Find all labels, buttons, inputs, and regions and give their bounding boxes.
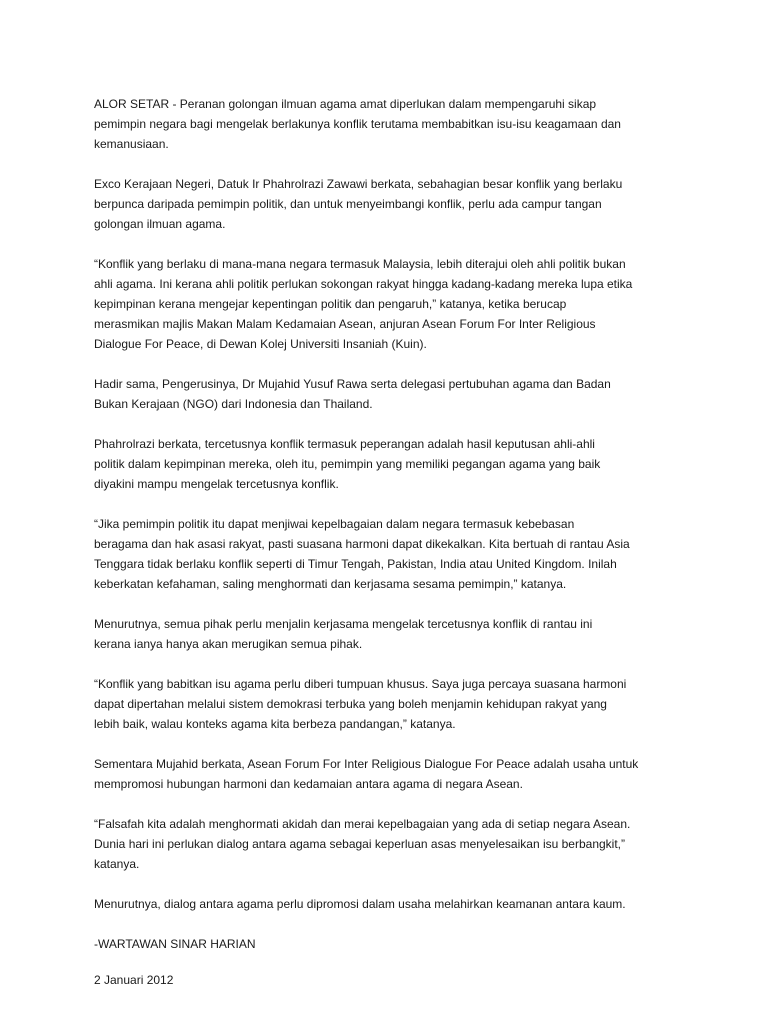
article-paragraph: “Konflik yang babitkan isu agama perlu diberi tumpuan khusus. Saya juga percaya suasana harmoni dapat dipertahan melalui sistem demokrasi terbuka yang boleh menjamin kehidupan rakyat yang lebih baik, walau konteks agama kita berbeza pandangan,” katanya. [94,677,627,731]
article-paragraph: Hadir sama, Pengerusinya, Dr Mujahid Yusuf Rawa serta delegasi pertubuhan agama dan Badan Bukan Kerajaan (NGO) dari Indonesia dan Thailand. [94,377,611,411]
article-paragraph: ALOR SETAR - Peranan golongan ilmuan agama amat diperlukan dalam mempengaruhi sikap pemimpin negara bagi mengelak berlakunya konflik terutama membabitkan isu-isu keagamaan dan kemanusiaan. [94,97,621,151]
article-paragraph: Sementara Mujahid berkata, Asean Forum For Inter Religious Dialogue For Peace adalah usaha untuk mempromosi hubungan harmoni dan kedamaian antara agama di negara Asean. [94,757,639,791]
article-paragraph: Menurutnya, semua pihak perlu menjalin kerjasama mengelak tercetusnya konflik di rantau ini kerana ianya hanya akan merugikan semua pihak. [94,617,593,651]
article-paragraph: “Falsafah kita adalah menghormati akidah dan merai kepelbagaian yang ada di setiap negara Asean. Dunia hari ini perlukan dialog antara agama sebagai keperluan asas menyelesaikan isu berbangkit,” katanya. [94,817,631,871]
article-date: 2 Januari 2012 [94,973,174,987]
article-body [94,94,674,990]
article-paragraph: Exco Kerajaan Negeri, Datuk Ir Phahrolrazi Zawawi berkata, sebahagian besar konflik yang berlaku berpunca daripada pemimpin politik, dan untuk menyeimbangi konflik, perlu ada campur tangan golongan ilmuan agama. [94,177,623,231]
article-paragraph: “Jika pemimpin politik itu dapat menjiwai kepelbagaian dalam negara termasuk kebebasan beragama dan hak asasi rakyat, pasti suasana harmoni dapat dikekalkan. Kita bertuah di rantau Asia Tenggara tidak berlaku konflik seperti di Timur Tengah, Pakistan, India atau United Kingdom. Inilah keberkatan kefahaman, saling menghormati dan kerjasama sesama pemimpin,” katanya. [94,517,630,591]
article-paragraph: “Konflik yang berlaku di mana-mana negara termasuk Malaysia, lebih diterajui oleh ahli politik bukan ahli agama. Ini kerana ahli politik perlukan sokongan rakyat hingga kadang-kadang mereka lupa etika kepimpinan kerana mengejar kepentingan politik dan pengaruh,” katanya, ketika berucap merasmikan majlis Makan Malam Kedamaian Asean, anjuran Asean Forum For Inter Religious Dialogue For Peace, di Dewan Kolej Universiti Insaniah (Kuin). [94,257,633,351]
article-paragraph: Menurutnya, dialog antara agama perlu dipromosi dalam usaha melahirkan keamanan antara kaum. [94,897,626,911]
article-paragraph: Phahrolrazi berkata, tercetusnya konflik termasuk peperangan adalah hasil keputusan ahli-ahli politik dalam kepimpinan mereka, oleh itu, pemimpin yang memiliki pegangan agama yang baik diyakini mampu mengelak tercetusnya konflik. [94,437,601,491]
article-byline: -WARTAWAN SINAR HARIAN [94,937,256,951]
